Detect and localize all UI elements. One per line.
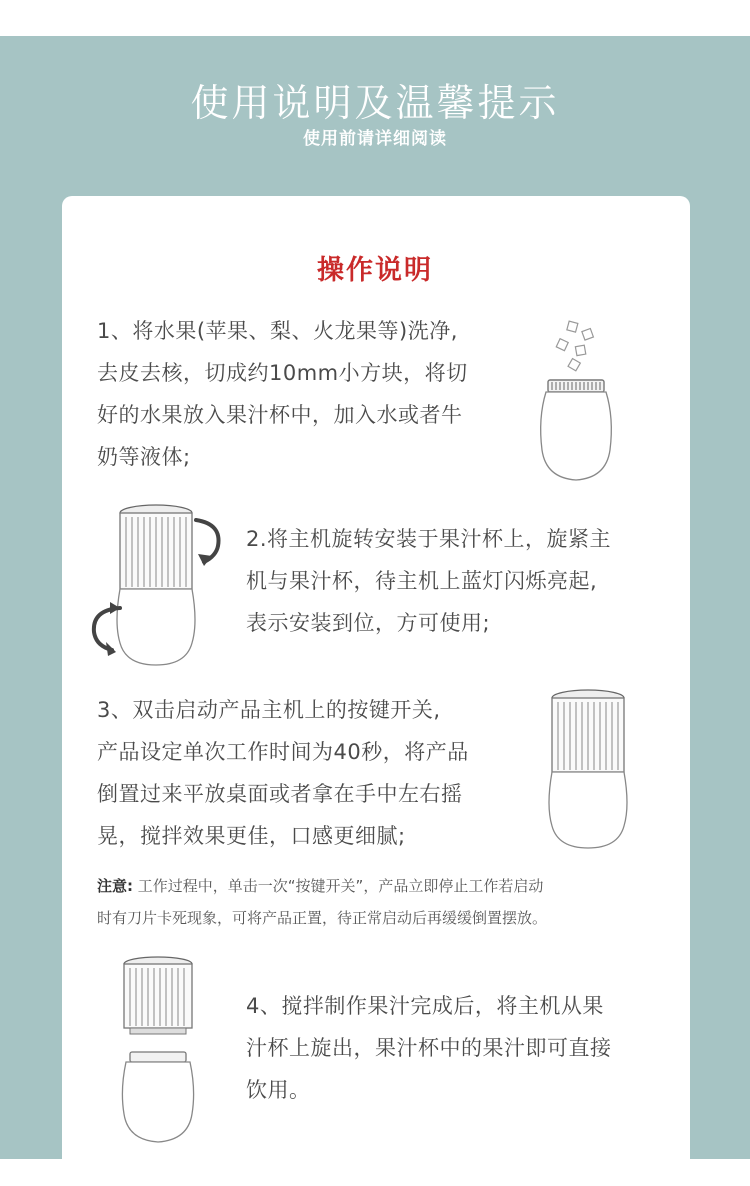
step-1-line: 1、将水果(苹果、梨、火龙果等)洗净,	[97, 319, 458, 343]
section-title: 操作说明	[317, 255, 433, 286]
blender-upright-icon	[545, 688, 631, 852]
juice-cup-icon	[536, 378, 616, 482]
page-title: 使用说明及温馨提示	[190, 81, 560, 125]
step-2-line: 表示安装到位，方可使用;	[246, 611, 491, 635]
note-label: 注意:	[97, 877, 133, 895]
step-3-line: 3、双击启动产品主机上的按键开关,	[97, 698, 441, 722]
blender-detached-icon	[118, 954, 198, 1144]
step-4-line: 汁杯上旋出，果汁杯中的果汁即可直接	[246, 1036, 612, 1060]
rotate-counterclockwise-icon	[86, 602, 126, 656]
step-4-line: 4、搅拌制作果汁完成后，将主机从果	[246, 994, 604, 1018]
caution-note	[97, 870, 667, 934]
step-3-line: 倒置过来平放桌面或者拿在手中左右摇	[97, 782, 463, 806]
step-3-line: 晃，搅拌效果更佳，口感更细腻;	[97, 824, 406, 848]
step-1-line: 奶等液体;	[97, 445, 191, 469]
step-2-line: 2.将主机旋转安装于果汁杯上，旋紧主	[246, 527, 612, 551]
step-3-text	[97, 689, 527, 857]
step-1-text	[97, 310, 527, 478]
note-line-2: 时有刀片卡死现象，可将产品正置，待正常启动后再缓缓倒置摆放。	[97, 909, 548, 927]
page-subtitle: 使用前请详细阅读	[303, 129, 447, 149]
step-2-text	[246, 518, 666, 644]
step-4-line: 饮用。	[246, 1078, 311, 1102]
step-1-line: 好的水果放入果汁杯中，加入水或者牛	[97, 403, 463, 427]
step-1-line: 去皮去核，切成约10mm小方块，将切	[97, 361, 468, 385]
step-2-line: 机与果汁杯，待主机上蓝灯闪烁亮起,	[246, 569, 598, 593]
step-3-line: 产品设定单次工作时间为40秒，将产品	[97, 740, 469, 764]
blender-assembled-icon	[114, 503, 198, 667]
fruit-cubes-icon	[552, 318, 602, 372]
note-line-1: 工作过程中，单击一次“按键开关”，产品立即停止工作若启动	[137, 877, 544, 895]
step-4-text	[246, 985, 666, 1111]
rotate-clockwise-icon	[192, 516, 228, 568]
